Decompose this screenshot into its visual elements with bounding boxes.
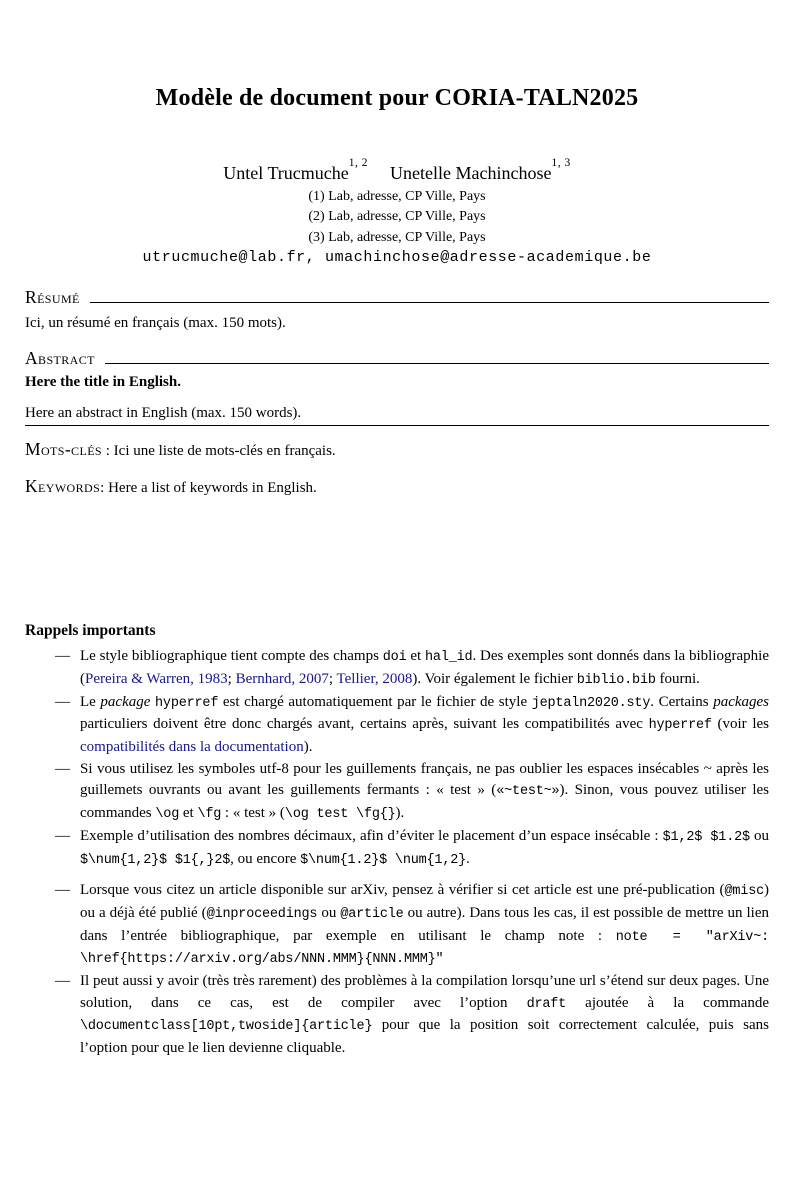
inline-link[interactable]: Tellier, 2008 — [336, 670, 413, 687]
affiliation-line: (1) Lab, adresse, CP Ville, Pays — [308, 189, 486, 204]
text-run: Exemple d’utilisation des nombres décimaux, afin d’éviter le placement d’un espace insécable : — [80, 827, 663, 844]
bullet-item — [25, 692, 769, 759]
text-run: $1,2$ $1.2$ — [662, 829, 750, 845]
affiliations — [25, 187, 769, 248]
text-run: «~test~» — [496, 784, 560, 800]
author-superscript: 1, 3 — [551, 157, 571, 169]
text-run: packages — [713, 693, 769, 710]
english-title: Here the title in English. — [25, 374, 181, 391]
text-run: (voir les — [711, 716, 769, 733]
text-run: Le style bibliographique tient compte des champs — [80, 648, 383, 665]
text-run: et — [406, 648, 426, 665]
text-run: Il peut aussi y avoir (très très rarement) des problèmes à la compilation lorsqu’une url s’étend sur deux pages. Une solution, dans ce cas, est de compiler avec l’option — [80, 973, 769, 1011]
text-run: . Certains — [650, 693, 714, 710]
text-run: ; — [227, 670, 236, 687]
page-content — [25, 84, 769, 1060]
text-run: @inproceedings — [206, 906, 318, 922]
text-run: hal_id — [425, 650, 473, 666]
motscles-line — [25, 439, 769, 461]
author-superscript: 1, 2 — [348, 157, 369, 169]
bullet-list — [25, 646, 769, 1060]
keywords-label: Keywords — [25, 476, 101, 497]
text-run: ). — [303, 739, 313, 756]
text-run: Si vous utilisez les symboles utf-8 pour les guillements français, ne pas oublier les espaces insécables ~ après les guillemets ouvrants ou avant les guillements fermants : « test » ( — [80, 760, 769, 799]
text-run: ). Voir également le fichier — [412, 670, 577, 687]
bullet-dash: — — [55, 760, 70, 777]
text-run: \og — [155, 807, 180, 823]
abstract-block — [25, 287, 769, 498]
keywords-line — [25, 476, 769, 498]
text-run: ajoutée à la commande — [566, 994, 769, 1011]
bullet-dash: — — [55, 648, 70, 665]
bullet-text — [80, 882, 769, 966]
resume-text: Ici, un résumé en français (max. 150 mots). — [25, 315, 286, 332]
section-heading: Rappels importants — [25, 622, 156, 640]
bullet-item — [25, 971, 769, 1060]
text-run: ou — [317, 904, 341, 921]
text-run: ; — [328, 670, 337, 687]
text-run: Lorsque vous citez un article disponible sur arXiv, pensez à vérifier si cet article est une pré-publication ( — [80, 882, 725, 899]
abstract-header — [25, 348, 769, 368]
bullet-dash: — — [55, 827, 70, 844]
text-run: $\num{1,2}$ $1{,}2$ — [80, 852, 231, 868]
authors-line — [25, 158, 769, 184]
bullet-text — [80, 973, 769, 1056]
text-run: ou — [749, 827, 770, 844]
text-run: particuliers doivent être donc chargés avant, certains après, suivant les compatibilités avec — [80, 716, 649, 733]
bullet-item — [25, 826, 769, 871]
document-page — [0, 84, 794, 1196]
inline-link[interactable]: Bernhard, 2007 — [235, 670, 329, 687]
bullet-dash: — — [55, 882, 70, 899]
author-name: Untel Trucmuche$^{1, 2}$ — [223, 157, 369, 183]
bullet-dash: — — [55, 973, 70, 990]
text-run: \og test \fg{} — [284, 807, 396, 823]
keywords-separator: : — [100, 480, 109, 497]
text-run: ). — [395, 805, 405, 822]
text-run: @article — [340, 906, 404, 922]
text-run: Le — [80, 693, 101, 710]
text-run: et — [179, 805, 198, 822]
text-run: ) ou a déjà été publié ( — [80, 882, 769, 921]
text-run: ou autre). Dans tous les cas, il est possible de mettre un lien dans l’entrée bibliographique, par exemple en utilisant le champ note : — [80, 904, 769, 944]
text-run: biblio.bib — [576, 672, 656, 688]
text-run: ). Sinon, vous pouvez utiliser les commandes — [80, 782, 769, 822]
bullet-text — [80, 828, 769, 867]
text-run: doi — [382, 650, 407, 666]
text-run: \documentclass[10pt,twoside]{article} — [80, 1019, 373, 1035]
abstract-label: Abstract — [25, 348, 95, 369]
page-title: Modèle de document pour CORIA-TALN2025 — [155, 85, 639, 111]
text-run: note = "arXiv~: \href{https://arxiv.org/abs/NNN.MMM}{NNN.MMM}" — [80, 929, 769, 968]
text-run: fourni. — [655, 670, 700, 687]
resume-rule — [90, 302, 769, 303]
bullet-item — [25, 880, 769, 971]
motscles-label: Mots-clés — [25, 439, 102, 460]
text-run: est chargé automatiquement par le fichier de style — [218, 693, 532, 710]
emails-line: utrucmuche@lab.fr, umachinchose@adresse-academique.be — [142, 249, 652, 267]
text-run: pour que la position soit correctement calculée, puis sans l’option pour que le lien devienne cliquable. — [80, 1017, 769, 1057]
text-run: \fg — [197, 807, 222, 823]
abstract-text: Here an abstract in English (max. 150 words). — [25, 405, 769, 426]
bullet-text — [80, 694, 769, 755]
text-run: . — [466, 850, 470, 867]
bullet-text — [80, 648, 769, 687]
text-run: hyperref — [155, 695, 219, 711]
text-run: jeptaln2020.sty — [531, 695, 651, 711]
abstract-rule — [105, 363, 769, 364]
keywords-text: Here a list of keywords in English. — [108, 480, 317, 497]
author-name: Unetelle Machinchose$^{1, 3}$ — [390, 157, 571, 183]
resume-label: Résumé — [25, 287, 80, 308]
text-run: package — [100, 693, 151, 710]
text-run: draft — [526, 996, 567, 1012]
text-run: $\num{1.2}$ \num{1,2} — [300, 852, 467, 868]
text-run: . Des exemples sont donnés dans la bibliographie ( — [80, 648, 769, 687]
text-run: @misc — [724, 884, 764, 900]
affiliation-line: (2) Lab, adresse, CP Ville, Pays — [308, 209, 486, 225]
affiliation-line: (3) Lab, adresse, CP Ville, Pays — [308, 229, 486, 245]
inline-link[interactable]: Pereira & Warren, 1983 — [85, 670, 228, 687]
text-run: , ou encore — [230, 850, 301, 867]
bullet-text — [80, 761, 769, 821]
text-run: hyperref — [648, 718, 712, 734]
bullet-item — [25, 759, 769, 826]
bullet-dash: — — [55, 693, 70, 710]
motscles-separator: : — [102, 443, 114, 460]
motscles-text: Ici une liste de mots-clés en français. — [113, 443, 336, 460]
text-run: : « test » ( — [221, 805, 285, 822]
bullet-item — [25, 646, 769, 691]
resume-header — [25, 287, 769, 307]
inline-link[interactable]: compatibilités dans la documentation — [80, 739, 304, 756]
